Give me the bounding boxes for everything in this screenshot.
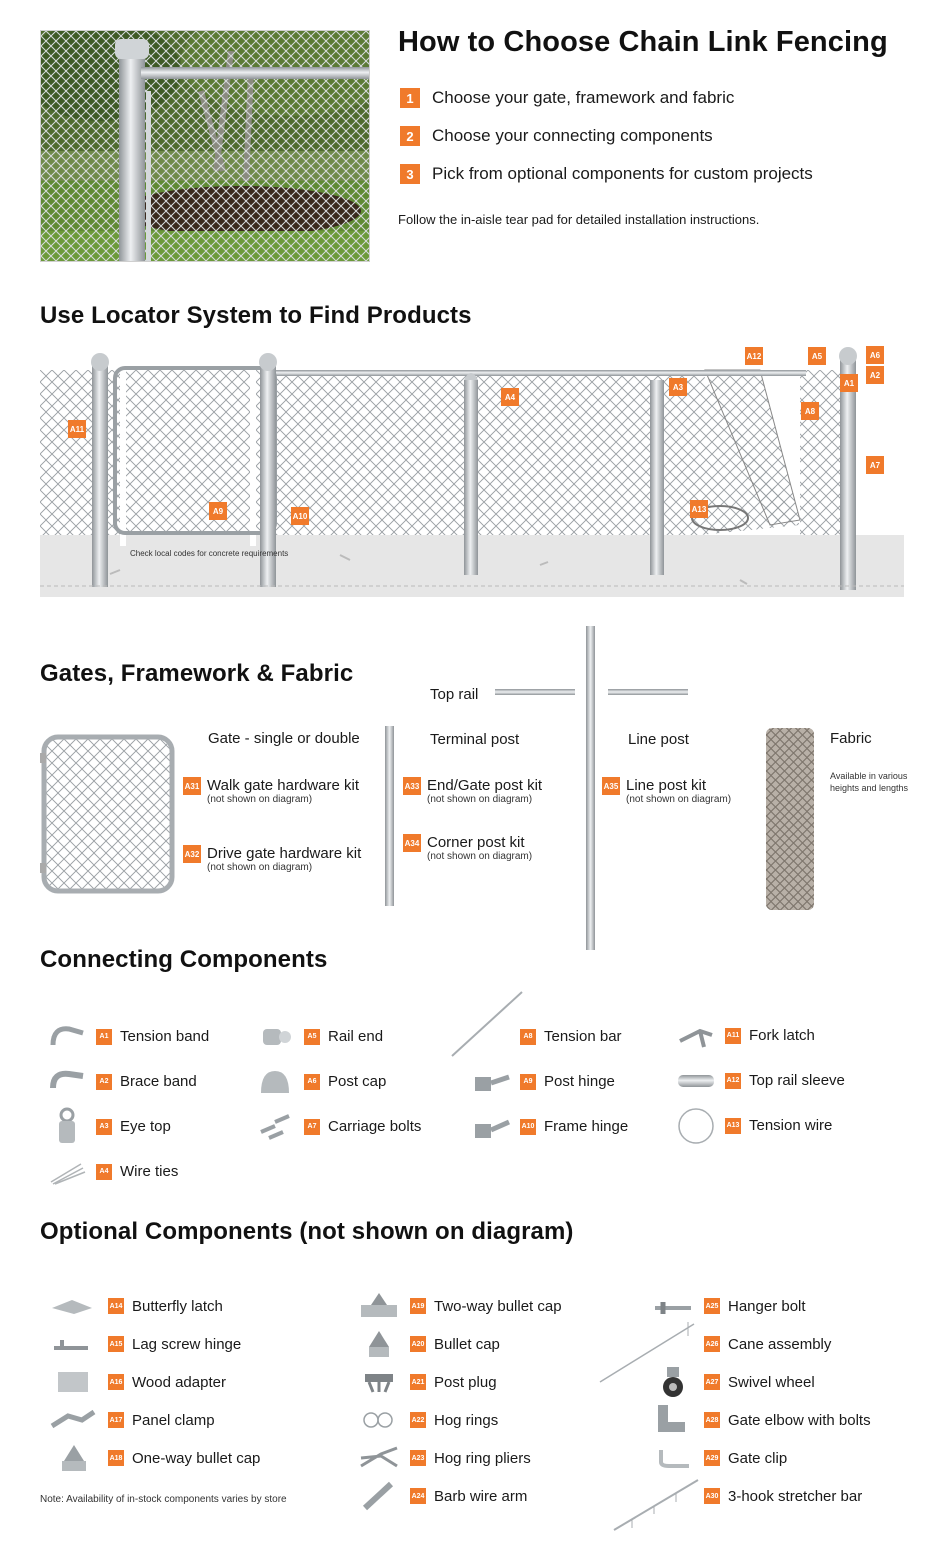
component-label: Lag screw hinge [132,1335,242,1353]
wire-ties-icon [46,1156,88,1188]
component-code: A20 [410,1336,426,1352]
gate-label: Gate - single or double [208,730,360,747]
tag-a7: A7 [866,456,884,474]
component-code: A11 [725,1028,741,1044]
steps-list [400,88,813,184]
tag-a9: A9 [209,502,227,520]
kit-label: Drive gate hardware kit [207,845,362,862]
component-label: Barb wire arm [434,1487,528,1505]
component-code: A7 [304,1119,320,1135]
component-code: A6 [304,1074,320,1090]
component-code: A23 [410,1450,426,1466]
kit-label: Corner post kit [427,834,525,851]
component-code: A2 [96,1074,112,1090]
optional-title: Optional Components (not shown on diagram) [40,1218,574,1245]
component-a9 [470,1059,670,1104]
two-way-bullet-cap-icon [356,1290,402,1322]
connecting-col-3 [470,1014,670,1149]
component-a26 [650,1325,910,1363]
kit-code: A34 [403,834,421,852]
install-note: Follow the in-aisle tear pad for detailed installation instructions. [398,212,760,227]
hog-ring-pliers-icon [356,1442,402,1474]
component-code: A1 [96,1029,112,1045]
component-a10 [470,1104,670,1149]
step-number: 1 [400,88,420,108]
component-code: A21 [410,1374,426,1390]
post-plug-icon [356,1366,402,1398]
component-code: A30 [704,1488,720,1504]
connecting-col-4 [675,1013,905,1148]
component-a3 [46,1104,246,1149]
component-code: A8 [520,1029,536,1045]
kit-label: Walk gate hardware kit [207,777,360,794]
component-label: Post plug [434,1373,497,1391]
connecting-title: Connecting Components [40,946,328,973]
step-3 [400,164,813,184]
tag-a4: A4 [501,388,519,406]
rail-end-icon [254,1021,296,1053]
component-a25 [650,1287,910,1325]
component-label: Eye top [120,1118,171,1135]
tension-wire-icon [675,1110,717,1142]
post-hinge-icon [470,1066,512,1098]
component-label: Panel clamp [132,1411,215,1429]
component-label: Hog ring pliers [434,1449,531,1467]
component-code: A5 [304,1029,320,1045]
fork-latch-icon [675,1020,717,1052]
component-label: Top rail sleeve [749,1072,845,1089]
component-a22 [356,1401,616,1439]
component-label: Rail end [328,1028,384,1045]
locator-title: Use Locator System to Find Products [40,302,472,329]
component-code: A13 [725,1118,741,1134]
gate-image [40,733,176,895]
brace-band-icon [46,1066,88,1098]
gff-title: Gates, Framework & Fabric [40,660,354,687]
component-a28 [650,1401,910,1439]
kit-label: Line post kit [626,777,707,794]
step-number: 2 [400,126,420,146]
eye-top-icon [46,1111,88,1143]
component-a21 [356,1363,616,1401]
component-label: Two-way bullet cap [434,1297,562,1315]
fabric-note: Available in various heights and lengths [830,771,909,793]
component-label: One-way bullet cap [132,1449,261,1467]
component-code: A14 [108,1298,124,1314]
kit-note: (not shown on diagram) [207,794,313,805]
post-cap-icon [254,1066,296,1098]
component-a2 [46,1059,246,1104]
panel-clamp-icon [46,1404,100,1436]
component-label: Tension bar [544,1028,622,1045]
component-a13 [675,1103,905,1148]
component-a23 [356,1439,616,1477]
component-code: A28 [704,1412,720,1428]
component-label: Swivel wheel [728,1373,815,1391]
component-a8 [470,1014,670,1059]
component-code: A24 [410,1488,426,1504]
barb-wire-arm-icon [356,1480,402,1512]
kit-code: A31 [183,777,201,795]
component-label: Hog rings [434,1411,499,1429]
kit-a31 [183,777,359,805]
step-text: Choose your connecting components [432,126,713,145]
component-a29 [650,1439,910,1477]
hanger-bolt-icon [650,1290,696,1322]
hero-photo [40,30,370,262]
optional-col-3 [650,1287,910,1515]
component-code: A29 [704,1450,720,1466]
component-label: Bullet cap [434,1335,500,1353]
optional-col-2 [356,1287,616,1515]
component-code: A9 [520,1074,536,1090]
component-label: Cane assembly [728,1335,832,1353]
gate-elbow-icon [650,1404,696,1436]
component-a16 [46,1363,336,1401]
terminal-post-image [385,726,394,906]
kit-a32 [183,845,361,873]
fabric-label: Fabric [830,730,872,747]
component-a6 [254,1059,454,1104]
component-a11 [675,1013,905,1058]
component-label: Tension wire [749,1117,833,1134]
kit-a33 [403,777,542,805]
component-label: Gate elbow with bolts [728,1411,871,1429]
component-a12 [675,1058,905,1103]
component-label: Hanger bolt [728,1297,806,1315]
concrete-note: Check local codes for concrete requirements [130,549,289,558]
component-code: A15 [108,1336,124,1352]
component-label: Carriage bolts [328,1118,422,1135]
kit-code: A32 [183,845,201,863]
kit-note: (not shown on diagram) [207,862,313,873]
terminal-post-label: Terminal post [430,731,520,748]
top-rail-sleeve-icon [675,1065,717,1097]
kit-a35 [602,777,731,805]
component-a27 [650,1363,910,1401]
component-code: A12 [725,1073,741,1089]
kit-note: (not shown on diagram) [626,794,732,805]
tag-a11: A11 [68,420,86,438]
kit-label: End/Gate post kit [427,777,543,794]
component-a20 [356,1325,616,1363]
component-label: Brace band [120,1073,197,1090]
one-way-bullet-cap-icon [46,1442,100,1474]
tag-a13: A13 [690,500,708,518]
component-code: A3 [96,1119,112,1135]
component-label: 3-hook stretcher bar [728,1487,863,1505]
fence-diagram [40,340,904,598]
kit-code: A35 [602,777,620,795]
component-code: A16 [108,1374,124,1390]
component-a24 [356,1477,616,1515]
tag-a1: A1 [840,374,858,392]
component-a18 [46,1439,336,1477]
line-post-label: Line post [628,731,689,748]
tag-a8: A8 [801,402,819,420]
hog-rings-icon [356,1404,402,1436]
component-code: A10 [520,1119,536,1135]
tag-a3: A3 [669,378,687,396]
component-label: Frame hinge [544,1118,629,1135]
component-a5 [254,1014,454,1059]
component-code: A22 [410,1412,426,1428]
kit-code: A33 [403,777,421,795]
tag-a12: A12 [745,347,763,365]
component-code: A25 [704,1298,720,1314]
component-label: Butterfly latch [132,1297,223,1315]
availability-footnote: Note: Availability of in-stock components varies by store [40,1494,287,1505]
line-post-image [586,626,595,950]
component-a4 [46,1149,246,1194]
component-a7 [254,1104,454,1149]
frame-hinge-icon [470,1111,512,1143]
tag-a10: A10 [291,507,309,525]
tag-a5: A5 [808,347,826,365]
component-a15 [46,1325,336,1363]
page-title: How to Choose Chain Link Fencing [398,26,888,58]
step-2 [400,126,813,146]
component-a14 [46,1287,336,1325]
bullet-cap-icon [356,1328,402,1360]
component-label: Tension band [120,1028,210,1045]
component-a30 [650,1477,910,1515]
component-code: A4 [96,1164,112,1180]
fabric-roll-image [762,726,818,912]
component-code: A27 [704,1374,720,1390]
kit-note: (not shown on diagram) [427,794,533,805]
tension-band-icon [46,1021,88,1053]
butterfly-latch-icon [46,1290,100,1322]
swivel-wheel-icon [650,1366,696,1398]
component-code: A19 [410,1298,426,1314]
component-a17 [46,1401,336,1439]
connecting-col-2 [254,1014,454,1149]
component-code: A18 [108,1450,124,1466]
top-rail-image-2 [608,689,688,695]
component-label: Fork latch [749,1027,815,1044]
kit-note: (not shown on diagram) [427,851,533,862]
gate-clip-icon [650,1442,696,1474]
component-code: A26 [704,1336,720,1352]
step-text: Pick from optional components for custom projects [432,164,813,183]
component-label: Wire ties [120,1163,179,1180]
component-code: A17 [108,1412,124,1428]
component-label: Post hinge [544,1073,615,1090]
top-rail-label: Top rail [430,686,479,703]
wood-adapter-icon [46,1366,100,1398]
top-rail-image [495,689,575,695]
tag-a6: A6 [866,346,884,364]
optional-col-1 [46,1287,336,1477]
component-a19 [356,1287,616,1325]
step-1 [400,88,813,108]
component-label: Gate clip [728,1449,788,1467]
carriage-bolts-icon [254,1111,296,1143]
tag-a2: A2 [866,366,884,384]
connecting-col-1 [46,1014,246,1194]
kit-a34 [403,834,532,862]
step-number: 3 [400,164,420,184]
component-label: Wood adapter [132,1373,226,1391]
lag-screw-hinge-icon [46,1328,100,1360]
step-text: Choose your gate, framework and fabric [432,88,735,107]
component-a1 [46,1014,246,1059]
component-label: Post cap [328,1073,387,1090]
